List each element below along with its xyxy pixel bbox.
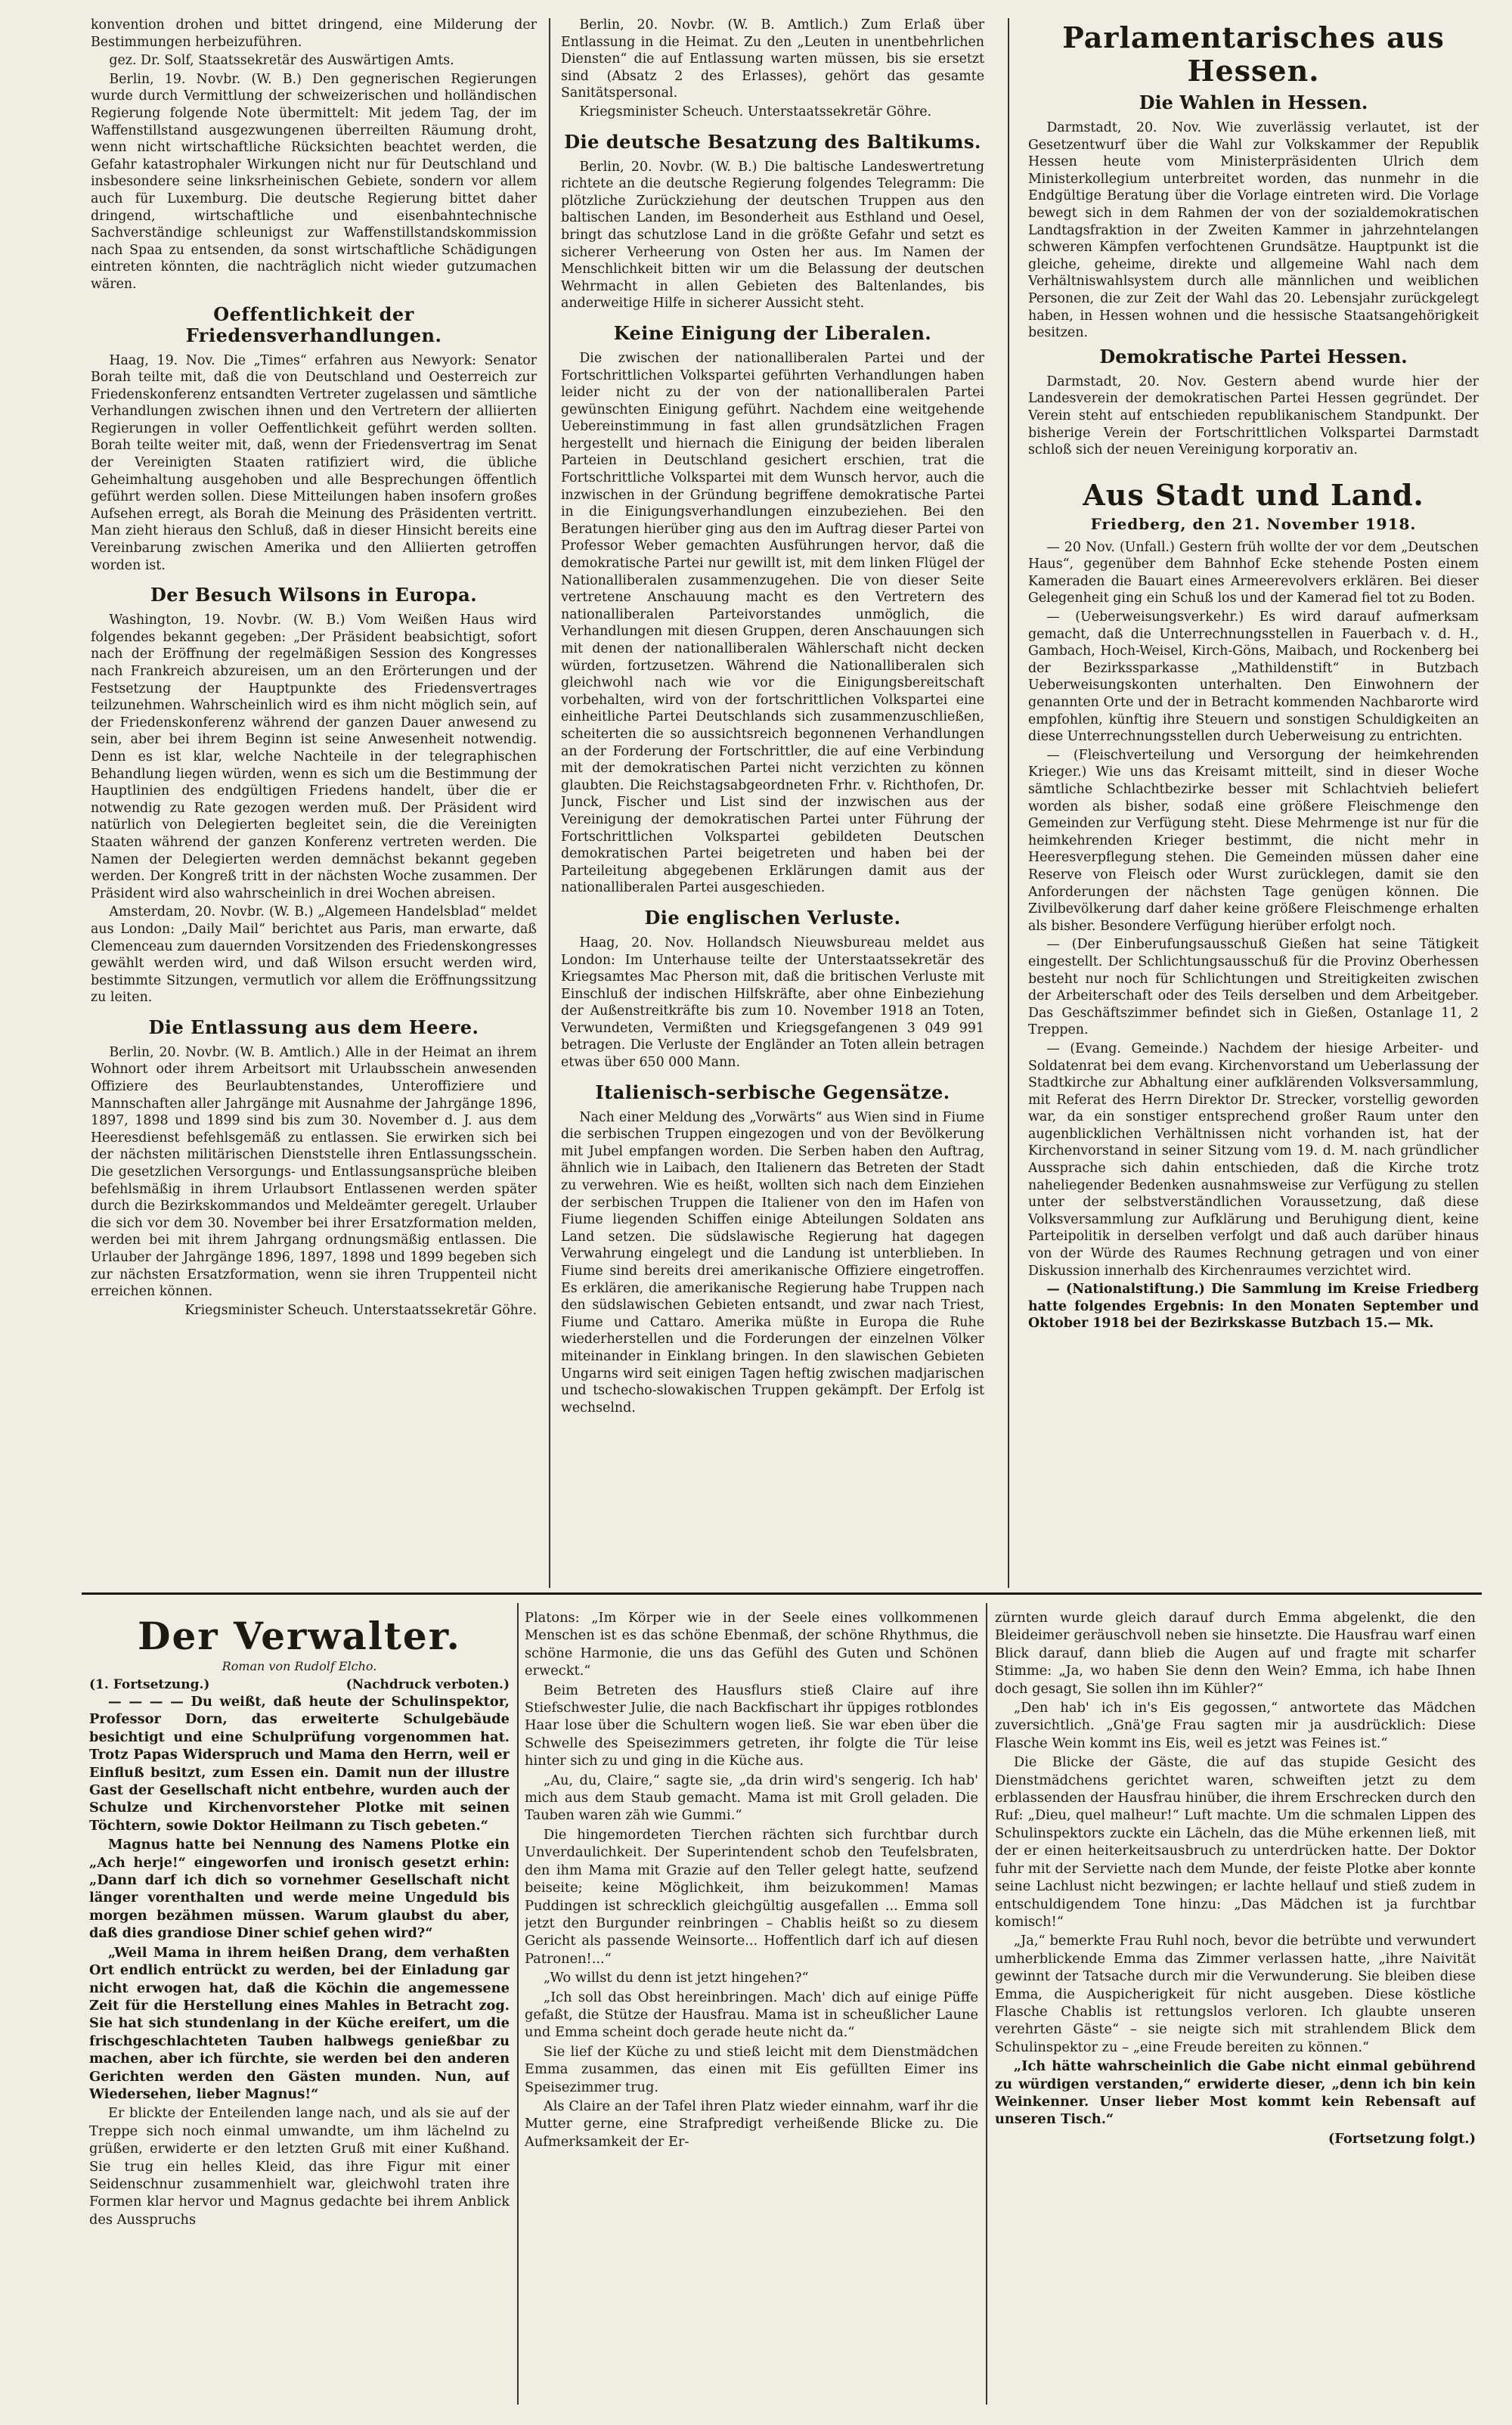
serial-column-3 [995, 1609, 1476, 2403]
column-1 [91, 17, 537, 1588]
paragraph: Berlin, 20. Novbr. (W. B. Amtlich.) Alle in der Heimat an ihrem Wohnort oder ihrem Arbeitsort mit Urlaubsschein anwesenden Offiziere des Beurlaubtenstandes, Unteroffiziere und Mannschaften aller Jahrgänge mit Ausnahme der Jahrgänge 1896, 1897, 1898 und 1899 sind bis zum 30. November d. J. aus dem Heeresdienst befehlsgemäß zu entlassen. Sie erwirken sich bei der nächsten militärischen Dienststelle ihren Entlassungsschein. Die gesetzlichen Versorgungs- und Entlassungsansprüche bleiben befehlsmäßig in ihrem Urlaubsort Entlassenen werden später durch die Bezirkskommandos und Meldeämter geregelt. Urlauber die sich vor dem 30. November bei ihrer Ersatzformation melden, werden bei mit ihrem Jahrgang ordnungsmäßig entlassen. Die Urlauber der Jahrgänge 1896, 1897, 1898 und 1899 begeben sich zur nächsten Ersatzformation, wenn sie ihren Truppenteil nicht erreichen können. [91, 1044, 537, 1300]
serial-title: Der Verwalter. [138, 1614, 461, 1658]
serial-column-1 [89, 1609, 510, 2403]
paragraph: — — — — Du weißt, daß heute der Schulinspektor, Professor Dorn, das erweiterte Schulgebäude besichtigt und eine Schulprüfung vorgenommen hat. Trotz Papas Widerspruch und Mama den Herrn, weil er Einfluß besitzt, zum Essen ein. Damit nun der illustre Gast der Gesellschaft nicht entbehre, wurden auch der Schulze und Kirchenvorsteher Plotke mit seinen Töchtern, sowie Doktor Heilmann zu Tisch gebeten.“ [89, 1694, 510, 1834]
headline: Die Entlassung aus dem Heere. [148, 1016, 479, 1038]
paragraph: Magnus hatte bei Nennung des Namens Plotke ein „Ach herje!“ eingeworfen und ironisch gesetzt erhin: „Dann darf ich dich so vornehmer Gesellschaft nicht länger vorenthalten und werde meine Ungeduld bis morgen bezähmen müssen. Warum glaubst du aber, daß dies grandiose Diner schief gehen wird?“ [89, 1837, 510, 1942]
dateline: Friedberg, den 21. November 1918. [1090, 514, 1417, 533]
column-3 [1028, 17, 1479, 1588]
serial-continuation: (1. Fortsetzung.) [89, 1677, 210, 1692]
paragraph: Berlin, 20. Novbr. (W. B.) Die baltische Landeswertretung richtete an die deutsche Regierung folgendes Telegramm: Die plötzliche Zurückziehung der deutschen Truppen aus den baltischen Landen, im Besonderheit aus Esthland und Oesel, bringt das schutzlose Land in die größte Gefahr und setzt es sicherer Verheerung von Osten her aus. Im Namen der Menschlichkeit bitten wir um die Belassung der deutschen Wehrmacht in allen Gebieten des Baltenlandes, bis anderweitige Hilfe in sicherer Aussicht steht. [561, 159, 984, 312]
paragraph: — 20 Nov. (Unfall.) Gestern früh wollte der vor dem „Deutschen Haus“, gegenüber dem Bahnhof Ecke stehende Posten einem Kameraden die Bauart eines Armeerevolvers erklären. Bei dieser Gelegenheit ging ein Schuß los und der Kamerad fiel tot zu Boden. [1028, 539, 1479, 606]
paragraph: konvention drohen und bittet dringend, eine Milderung der Bestimmungen herbeizuführen. [91, 17, 537, 50]
signature: gez. Dr. Solf, Staatssekretär des Auswärtigen Amts. [109, 53, 454, 69]
headline: Oeffentlichkeit der Friedensverhandlungen. [185, 302, 442, 346]
paragraph: — (Der Einberufungsausschuß Gießen hat seine Tätigkeit eingestellt. Der Schlichtungsausschuß für die Provinz Oberhessen besteht nur noch für Schlichtungen und Streitigkeiten zwischen der Arbeiterschaft oder des Teils derselben und dem Arbeitgeber. Das Geschäftszimmer befindet sich in Gießen, Ostanlage 11, 2 Treppen. [1028, 937, 1479, 1038]
signature: Kriegsminister Scheuch. Unterstaatssekretär Göhre. [184, 1302, 537, 1318]
column-rule [986, 1603, 987, 2405]
paragraph: Die zwischen der nationalliberalen Partei und der Fortschrittlichen Volkspartei geführten Verhandlungen haben leider nicht zu der von der nationalliberalen Partei gewünschten Einigung geführt. Nachdem eine weitgehende Uebereinstimmung in fast allen grundsätzlichen Fragen hergestellt und hiernach die Einigung der beiden liberalen Parteien in Deutschland gesichert erschien, trat die Fortschrittliche Volkspartei mit dem Wunsch hervor, auch die inzwischen in der Gründung begriffene demokratische Partei in die Einigungsverhandlungen einzubeziehen. Bei den Beratungen hierüber ging aus den im Auftrag dieser Partei von Professor Weber gemachten Ausführungen hervor, daß die demokratische Partei nur gewillt ist, mit dem linken Flügel der Nationalliberalen zusammenzugehen. Die von dieser Seite vertretene Anschauung macht es den Vertretern des nationalliberalen Parteivorstandes unmöglich, die Verhandlungen mit diesen Gruppen, deren Anschauungen sich mit denen der nationalliberalen Wählerschaft nicht decken würden, fortzusetzen. Während die Nationalliberalen sich gleichwohl nach wie vor die Einigungsbereitschaft vorbehalten, wird von der fortschrittlichen Volkspartei eine einheitliche Partei Deutschlands sich zusammenzuschließen, scheiterten die so aussichtsreich begonnenen Verhandlungen an der Forderung der Fortschrittler, die auf eine Verbindung mit der demokratischen Partei nicht verzichten zu können glaubten. Die Reichstagsabgeordneten Frhr. v. Richthofen, Dr. Junck, Fischer und List sind der inzwischen aus der Vereinigung der demokratischen Partei unter Führung der Fortschrittlichen Volkspartei gebildeten Deutschen demokratischen Partei beigetreten und haben bei der Parteileitung abgegebenen Erklärungen damit aus der nationalliberalen Partei ausgeschieden. [561, 350, 984, 896]
paragraph: — (Fleischverteilung und Versorgung der heimkehrenden Krieger.) Wie uns das Kreisamt mitteilt, sind in dieser Woche sämtliche Schlachtbezirke besser mit Schlachtvieh beliefert worden als bisher, sodaß eine größere Fleischmenge den Gemeinden zur Verfügung steht. Diese Mehrmenge ist nur für die heimkehrenden Krieger bestimmt, die nicht mehr in Heeresverpflegung stehen. Die Gemeinden müssen daher eine Reserve von Fleisch oder Wurst zurücklegen, damit sie den Anforderungen der nächsten Tage genügen können. Die Zivilbevölkerung darf daher keine größere Fleischmenge erhalten als bisher. Besondere Verfügung hierüber erfolgt noch. [1028, 747, 1479, 934]
serial-sublabel [89, 1676, 510, 1693]
headline: Die englischen Verluste. [644, 906, 901, 929]
paragraph: „Ja,“ bemerkte Frau Ruhl noch, bevor die betrübte und verwundert umherblickende Emma das Zimmer verlassen hatte, „ihre Naivität gewinnt der Tatsache durch mir die Verwunderung. Sie bleiben diese Emma, die Auspicherigkeit für nicht ausgeben. Diese köstliche Flasche Chablis ist rettungslos verloren. Ich glaubte unseren verehrten Gäste“ – sie neigte sich mit strahlendem Blick dem Schulinspektor zu – „eine Freude bereiten zu können.“ [995, 1933, 1476, 2055]
paragraph: Als Claire an der Tafel ihren Platz wieder einnahm, warf ihr die Mutter gerne, eine Strafpredigt verheißende Blicke zu. Die Aufmerksamkeit der Er- [525, 2098, 978, 2150]
paragraph: „Weil Mama in ihrem heißen Drang, dem verhaßten Ort endlich entrückt zu werden, bei der Einladung gar nicht erwogen hat, daß die Köchin die angemessene Zeit für die Herstellung eines Mahles in Betracht zog. Sie hat sich stundenlang in der Küche ereifert, um die frischgeschlachteten Tauben halbwegs genießbar zu machen, aber ich fürchte, sie werden bei den anderen Gerichten werden den Gästen munden. Nun, auf Wiedersehen, lieber Magnus!“ [89, 1944, 510, 2102]
headline: Die Wahlen in Hessen. [1139, 91, 1368, 113]
paragraph: „Ich soll das Obst hereinbringen. Mach' dich auf einige Püffe gefaßt, die Stütze der Hausfrau. Mama ist in scheußlicher Laune und Emma scheint doch gerade heute nicht da.“ [525, 1989, 978, 2041]
serial-column-2 [525, 1609, 978, 2403]
section-title: Aus Stadt und Land. [1083, 477, 1424, 512]
paragraph: Berlin, 19. Novbr. (W. B.) Den gegnerischen Regierungen wurde durch Vermittlung der schweizerischen und holländischen Regierung folgende Note übermittelt: Mit jedem Tag, der im Waffenstillstand ausgezwungenen überreilten Räumung droht, wenn nicht wirtschaftliche Rücksichten beachtet werden, die Gefahr katastrophaler Wirkungen nicht nur für Deutschland und insbesondere seine linksrheinischen Gebiete, sondern vor allem auch für Luxemburg. Die deutsche Regierung bittet daher dringend, wirtschaftliche und eisenbahntechnische Sachverständige schleunigst zur Waffenstillstandskommission nach Spaa zu entsenden, da sonst wirtschaftliche Schädigungen eintreten könnten, die nachträglich nicht wieder gutzumachen wären. [91, 71, 537, 292]
paragraph: — (Nationalstiftung.) Die Sammlung im Kreise Friedberg hatte folgendes Ergebnis: In den Monaten September und Oktober 1918 bei der Bezirkskasse Butzbach 15.— Mk. [1028, 1282, 1479, 1332]
serial-to-be-continued: (Fortsetzung folgt.) [1328, 2130, 1476, 2147]
paragraph: — (Ueberweisungsverkehr.) Es wird darauf aufmerksam gemacht, daß die Unterrechnungsstellen in Fauerbach v. d. H., Gambach, Hoch-Weisel, Kirch-Göns, Maibach, und Rockenberg bei der Bezirkssparkasse „Mathildenstift“ in Butzbach Ueberweisungskonten unterhalten. Den Einwohnern der genannten Orte und der in Betracht kommenden Nachbarorte wird empfohlen, künftig ihre Steuern und sonstigen Schuldigkeiten an diese Unterrechnungsstellen durch Ueberweisung zu entrichten. [1028, 609, 1479, 745]
headline: Demokratische Partei Hessen. [1099, 345, 1408, 367]
paragraph: Darmstadt, 20. Nov. Wie zuverlässig verlautet, ist der Gesetzentwurf über die Wahl zur Volkskammer der Republik Hessen heute vom Ministerpräsidenten Ulrich dem Ministerkollegium unterbreitet worden, das nunmehr in die Endgültige Beratung über die Vorlage eintreten wird. Die Vorlage bewegt sich in dem Rahmen der von der sozialdemokratischen Landtagsfraktion in der Zweiten Kammer in jahrzehntelangen schweren Kämpfen verfochtenen Grundsätze. Hauptpunkt ist die gleiche, geheime, direkte und allgemeine Wahl nach dem Verhältniswahlsystem durch alle männlichen und weiblichen Personen, die zur Zeit der Wahl das 20. Lebensjahr zurückgelegt haben, in Hessen wohnen und die hessische Staatsangehörigkeit besitzen. [1028, 120, 1479, 341]
paragraph: Haag, 20. Nov. Hollandsch Nieuwsbureau meldet aus London: Im Unterhause teilte der Unterstaatssekretär des Kriegsamtes Mac Pherson mit, daß die britischen Verluste mit Einschluß der indischen Hilfskräfte, aber ohne Einbeziehung der Außenstreitkräfte bis zum 10. November 1918 an Toten, Verwundeten, Vermißten und Kriegsgefangenen 3 049 991 betragen. Die Verluste der Engländer an Toten allein betragen etwas über 650 000 Mann. [561, 935, 984, 1071]
headline: Italienisch-serbische Gegensätze. [595, 1081, 950, 1103]
column-rule [549, 18, 550, 1588]
section-title: Parlamentarisches aus Hessen. [1062, 20, 1445, 88]
paragraph: Die hingemordeten Tierchen rächten sich furchtbar durch Unverdaulichkeit. Der Superintendent schob den Teufelsbraten, den ihm Mama mit Grazie auf den Teller gelegt hatte, seufzend beiseite; keine Möglichkeit, ihm beizukommen! Mamas Puddingen ist schrecklich gleichgültig ausgefallen ... Emma soll jetzt den Burgunder reinbringen – Chablis heißt so zu diesem Gericht als passende Weinsorte... Hoffentlich darf ich auf diesen Patronen!...“ [525, 1826, 978, 1967]
column-rule [1008, 18, 1009, 1588]
paragraph: Sie lief der Küche zu und stieß leicht mit dem Dienstmädchen Emma zusammen, das einen mit Eis gefüllten Eimer ins Speisezimmer trug. [525, 2043, 978, 2095]
paragraph: zürnten wurde gleich darauf durch Emma abgelenkt, die den Bleideimer geräuschvoll neben sie hinsetzte. Die Hausfrau warf einen Blick darauf, dann blieb die Augen auf und fragte mit scharfer Stimme: „Ja, wo haben Sie denn den Wein? Emma, ich habe Ihnen doch gesagt, Sie sollen ihn im Kühler?“ [995, 1610, 1476, 1697]
column-rule [517, 1603, 519, 2405]
paragraph: Platons: „Im Körper wie in der Seele eines vollkommenen Menschen ist es das schöne Ebenmaß, der schöne Rhythmus, die schöne Harmonie, die uns das Gefühl des Guten und Schönen erweckt.“ [525, 1610, 978, 1679]
paragraph: Berlin, 20. Novbr. (W. B. Amtlich.) Zum Erlaß über Entlassung in die Heimat. Zu den „Leuten in unentbehrlichen Diensten“ die auf Entlassung warten müssen, bis sie ersetzt sind (Absatz 2 des Erlasses), gehört das gesamte Sanitätspersonal. [561, 17, 984, 101]
paragraph: Nach einer Meldung des „Vorwärts“ aus Wien sind in Fiume die serbischen Truppen eingezogen und von der Bevölkerung mit Jubel empfangen worden. Die Serben haben den Auftrag, ähnlich wie in Laibach, den Italienern das Betreten der Stadt zu verwehren. Wie es heißt, wollten sich nach dem Einziehen der serbischen Truppen die Italiener von den im Hafen von Fiume liegenden Schiffen einige Abteilungen Soldaten ans Land setzen. Die südslawische Regierung hat dagegen Verwahrung eingelegt und die Landung ist unterblieben. In Fiume sind bereits drei amerikanische Offiziere eingetroffen. Es erklären, die amerikanische Regierung habe Truppen nach den südslawischen Gebieten entsandt, und zwar nach Triest, Fiume und Cattaro. Amerika müßte in Europa die Ruhe wiederherstellen und die Forderungen der einzelnen Völker miteinander in Einklang bringen. In den slawischen Gebieten Ungarns wird seit einigen Tagen heftig zwischen madjarischen und tschecho-slowakischen Truppen gekämpft. Der Erfolg ist wechselnd. [561, 1109, 984, 1416]
paragraph: Washington, 19. Novbr. (W. B.) Vom Weißen Haus wird folgendes bekannt gegeben: „Der Präsident beabsichtigt, sofort nach der Eröffnung der regelmäßigen Session des Kongresses nach Frankreich abzureisen, um an den Erörterungen und der Festsetzung der Hauptpunkte des Friedensvertrages teilzunehmen. Wahrscheinlich wird es ihm nicht möglich sein, auf der Friedenskonferenz während der ganzen Dauer anwesend zu sein, aber bei ihrem Beginn ist seine Anwesenheit notwendig. Denn es ist klar, welche Nachteile in der telegraphischen Behandlung liegen würden, wenn es sich um die Bestimmung der Hauptlinien des endgültigen Friedens handelt, über die er notwendig zu Rate gezogen werden muß. Der Präsident wird natürlich von Delegierten begleitet sein, die die Vereinigten Staaten während der ganzen Konferenz vertreten werden. Die Namen der Delegierten werden demnächst bekannt gegeben werden. Der Kongreß tritt in der nächsten Woche zusammen. Der Präsident wird also wahrscheinlich in drei Wochen abreisen. [91, 612, 537, 901]
headline: Die deutsche Besatzung des Baltikums. [564, 130, 981, 153]
paragraph: „Ich hätte wahrscheinlich die Gabe nicht einmal gebührend zu würdigen verstanden,“ erwiderte dieser, „denn ich bin kein Weinkenner. Unser lieber Most kommt kein Rebensaft auf unseren Tisch.“ [995, 2058, 1476, 2128]
section-rule [82, 1592, 1482, 1595]
paragraph: „Wo willst du denn ist jetzt hingehen?“ [543, 1970, 809, 1986]
headline: Der Besuch Wilsons in Europa. [150, 584, 478, 606]
serial-byline: Roman von Rudolf Elcho. [222, 1659, 377, 1673]
paragraph: Amsterdam, 20. Novbr. (W. B.) „Algemeen Handelsblad“ meldet aus London: „Daily Mail“ berichtet aus Paris, man erwarte, daß Clemenceau zum dauernden Vorsitzenden des Friedenskongresses gewählt werden wird, und daß Wilson ersucht werden wird, bestimmte Sitzungen, vermutlich vor allem die Eröffnungssitzung zu leiten. [91, 904, 537, 1006]
paragraph: Beim Betreten des Hausflurs stieß Claire auf ihre Stiefschwester Julie, die nach Backfischart ihr üppiges rotblondes Haar lose über die Schultern wogen ließ. Sie war eben über die Schwelle des Speisezimmers getreten, ihr folgte die Tür leise hinter sich zu und ging in die Küche aus. [525, 1682, 978, 1769]
paragraph: „Den hab' ich in's Eis gegossen,“ antwortete das Mädchen zuversichtlich. „Gnä'ge Frau sagten mir ja ausdrücklich: Diese Flasche Wein kommt ins Eis, weil es jetzt was Feines ist.“ [995, 1700, 1476, 1751]
headline: Keine Einigung der Liberalen. [613, 321, 932, 344]
paragraph: Haag, 19. Nov. Die „Times“ erfahren aus Newyork: Senator Borah teilte mit, daß die von Deutschland und Oesterreich zur Friedenskonferenz entsandten Vertreter zugelassen und sämtliche Verhandlungen zwischen ihnen und den Vertretern der alliierten Regierungen in voller Oeffentlichkeit geführt werden sollten. Borah teilte weiter mit, daß, wenn der Friedensvertrag im Senat der Vereinigten Staaten ratifiziert wird, die übliche Geheimhaltung ausgehoben und alle Besprechungen öffentlich geführt werden sollen. Diese Mitteilungen haben insofern großes Aufsehen erregt, als Borah die Meinung des Präsidenten vertritt. Man zieht hieraus den Schluß, daß in dieser Hinsicht bereits eine Vereinbarung zwischen Amerika und den Alliierten getroffen worden ist. [91, 352, 537, 573]
paragraph: Darmstadt, 20. Nov. Gestern abend wurde hier der Landesverein der demokratischen Partei Hessen gegründet. Der Verein steht auf entschieden republikanischem Standpunkt. Der bisherige Verein der Fortschrittlichen Volkspartei Darmstadt schloß sich der neuen Vereinigung korporativ an. [1028, 374, 1479, 458]
signature: Kriegsminister Scheuch. Unterstaatssekretär Göhre. [579, 104, 932, 119]
paragraph: Die Blicke der Gäste, die auf das stupide Gesicht des Dienstmädchens gerichtet waren, schweiften jetzt zu dem erblassenden der Hausfrau hinüber, die ihrem Erschrecken durch den Ruf: „Dieu, quel malheur!“ Luft machte. Um die schmalen Lippen des Schulinspektors zuckte ein Lächeln, das die Mühe erkennen ließ, mit der er einen heiterkeitsausbruch zu unterdrücken hatte. Der Doktor fuhr mit der Serviette nach dem Munde, der feiste Plotke aber konnte seine Lachlust nicht bezwingen; er lachte hellauf und stieß zudem in entschuldigendem Tone hinzu: „Das Mädchen ist ja furchtbar komisch!“ [995, 1754, 1476, 1930]
paragraph: — (Evang. Gemeinde.) Nachdem der hiesige Arbeiter- und Soldatenrat bei dem evang. Kirchenvorstand um Ueberlassung der Stadtkirche zur Abhaltung einer aufklärenden Volksversammlung, mit Referat des Herrn Direktor Dr. Strecker, vorstellig geworden war, da ein sonstiger entsprechend großer Raum unter den augenblicklichen Verhältnissen nicht vorhanden ist, hat der Kirchenvorstand in seiner Sitzung vom 19. d. M. nach gründlicher Aussprache sich dahin entschieden, daß die Kirche trotz naheliegender Bedenken ausnahmsweise zur Verfügung zu stellen unter der selbstverständlichen Voraussetzung, daß diese Volksversammlung zur Aufklärung und Beruhigung dient, keine Parteipolitik in derselben verfolgt und daß auch darüber hinaus von der Würde des Raumes Rechnung getragen und von einer Diskussion innerhalb des Kirchenraumes verzichtet wird. [1028, 1040, 1479, 1279]
paragraph: „Au, du, Claire,“ sagte sie, „da drin wird's sengerig. Ich hab' mich aus dem Staub gemacht. Mama ist mit Groll geladen. Die Tauben waren zäh wie Gummi.“ [525, 1772, 978, 1824]
serial-rights: (Nachdruck verboten.) [345, 1677, 510, 1692]
paragraph: Er blickte der Enteilenden lange nach, und als sie auf der Treppe sich noch einmal umwandte, um ihm lächelnd zu grüßen, erwiderte er den letzten Gruß mit einer Kußhand. Sie trug ein helles Kleid, das ihre Figur mit einer Seidenschnur zusammenhielt war, gleichwohl traten ihre Formen klar hervor und Magnus gedachte bei ihrem Anblick des Ausspruchs [89, 2105, 510, 2228]
column-2 [561, 17, 984, 1588]
